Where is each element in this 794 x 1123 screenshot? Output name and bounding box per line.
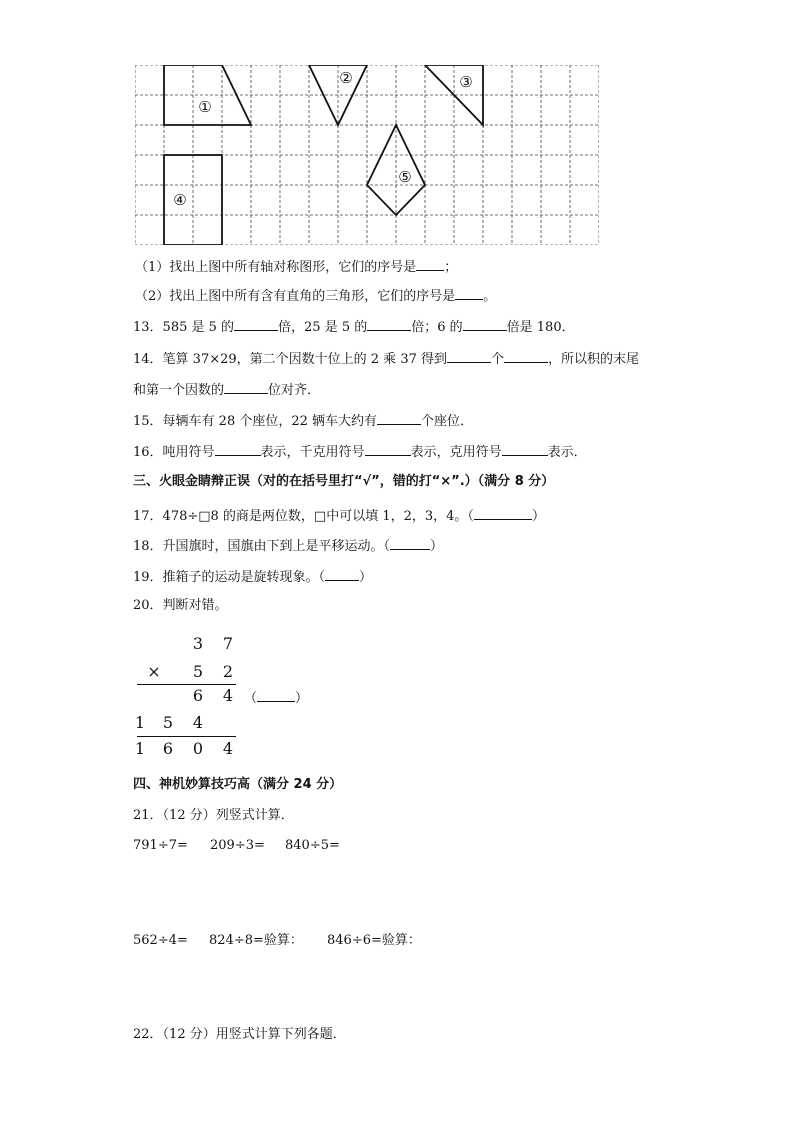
- answer-blank[interactable]: [377, 412, 421, 425]
- q21-item: 209÷3=: [210, 838, 265, 853]
- answer-blank[interactable]: [416, 258, 444, 271]
- answer-blank[interactable]: [325, 568, 359, 581]
- q22-title: 22．（12 分）用竖式计算下列各题．: [133, 1027, 346, 1042]
- q20-paren-close: ）: [295, 691, 309, 706]
- q12-part2-end: 。: [483, 289, 497, 304]
- answer-blank[interactable]: [463, 318, 507, 331]
- digit: 2: [222, 662, 234, 681]
- q13: [133, 318, 575, 336]
- q21-title: 21．（12 分）列竖式计算．: [133, 808, 294, 823]
- q12-part2-text: （2）找出上图中所有含有直角的三角形，它们的序号是: [135, 289, 456, 304]
- q14-text-b: 个: [491, 352, 505, 367]
- q21-item: 824÷8=验算：: [209, 933, 303, 948]
- q21-item: 840÷5=: [285, 838, 340, 853]
- digit: 7: [222, 634, 234, 653]
- answer-blank[interactable]: [257, 689, 295, 702]
- q14-line2: [133, 381, 320, 399]
- times-sign: ×: [147, 662, 161, 681]
- digit: 5: [192, 662, 204, 681]
- q21-row2: [133, 933, 421, 949]
- answer-blank[interactable]: [447, 350, 491, 363]
- shape-3-label: ③: [459, 73, 473, 91]
- q18: [133, 537, 443, 555]
- q12-part1-text: （1）找出上图中所有轴对称图形，它们的序号是: [135, 260, 417, 275]
- answer-blank[interactable]: [215, 443, 261, 456]
- answer-blank[interactable]: [474, 507, 532, 520]
- q18-close: ）: [430, 539, 444, 554]
- q18-text: 18．升国旗时，国旗由下到上是平移运动。（: [133, 539, 391, 554]
- q20-answer: [244, 689, 308, 707]
- q14-text-e: 位对齐．: [268, 383, 321, 398]
- q21-item: 846÷6=验算：: [327, 933, 421, 948]
- q13-text-a: 13．585 是 5 的: [133, 320, 235, 335]
- q19-close: ）: [359, 570, 373, 585]
- q17-close: ）: [531, 509, 545, 524]
- vertical-calc-rule: [137, 684, 236, 685]
- q21-row1: [133, 838, 340, 854]
- shape-5-label: ⑤: [398, 168, 412, 186]
- answer-blank[interactable]: [224, 381, 268, 394]
- shape-4-label: ④: [173, 191, 187, 209]
- answer-blank[interactable]: [365, 443, 411, 456]
- q16: [133, 443, 587, 461]
- q12-part1: [135, 258, 457, 276]
- q15-text-b: 个座位．: [421, 414, 474, 429]
- q16-text-a: 16．吨用符号: [133, 445, 215, 460]
- q16-text-c: 表示，克用符号: [410, 445, 502, 460]
- q20-title: 20．判断对错。: [133, 598, 228, 613]
- answer-blank[interactable]: [502, 443, 548, 456]
- answer-blank[interactable]: [455, 287, 483, 300]
- answer-blank[interactable]: [504, 350, 548, 363]
- q14-text-c: ，所以积的末尾: [548, 352, 640, 367]
- q13-text-b: 倍，25 是 5 的: [278, 320, 368, 335]
- q15-text-a: 15．每辆车有 28 个座位，22 辆车大约有: [133, 414, 378, 429]
- answer-blank[interactable]: [234, 318, 278, 331]
- q21-item: 791÷7=: [133, 838, 188, 853]
- digit: 5: [162, 713, 174, 732]
- section-3-heading: 三、火眼金睛辩正误（对的在括号里打“√”，错的打“×”.）（满分 8 分）: [133, 474, 555, 489]
- q15: [133, 412, 473, 430]
- q12-part1-end: ；: [444, 260, 458, 275]
- digit: 6: [162, 739, 174, 758]
- shape-grid-figure: [135, 65, 599, 245]
- q14-line1: [133, 350, 639, 368]
- digit: 4: [222, 739, 234, 758]
- answer-blank[interactable]: [390, 537, 430, 550]
- digit: 1: [134, 739, 146, 758]
- q20-paren-open: （: [244, 691, 258, 706]
- q16-text-b: 表示，千克用符号: [260, 445, 365, 460]
- q13-text-c: 倍；6 的: [411, 320, 463, 335]
- q16-text-d: 表示．: [547, 445, 587, 460]
- q13-text-d: 倍是 180．: [506, 320, 575, 335]
- shape-1-label: ①: [198, 98, 212, 116]
- q12-part2: [135, 287, 496, 305]
- digit: 4: [222, 686, 234, 705]
- digit: 4: [192, 713, 204, 732]
- shape-2-label: ②: [339, 69, 353, 87]
- q17: [133, 507, 545, 525]
- q19: [133, 568, 372, 586]
- q17-text: 17．478÷□8 的商是两位数，□中可以填 1，2，3，4。（: [133, 509, 474, 524]
- digit: 0: [192, 739, 204, 758]
- section-4-heading: 四、神机妙算技巧高（满分 24 分）: [133, 777, 343, 792]
- digit: 1: [134, 713, 146, 732]
- q14-text-a: 14．笔算 37×29，第二个因数十位上的 2 乘 37 得到: [133, 352, 447, 367]
- answer-blank[interactable]: [367, 318, 411, 331]
- q19-text: 19．推箱子的运动是旋转现象。（: [133, 570, 326, 585]
- digit: 3: [192, 634, 204, 653]
- q14-text-d: 和第一个因数的: [133, 383, 225, 398]
- vertical-calc-rule: [137, 736, 236, 737]
- q21-item: 562÷4=: [133, 933, 188, 948]
- digit: 6: [192, 686, 204, 705]
